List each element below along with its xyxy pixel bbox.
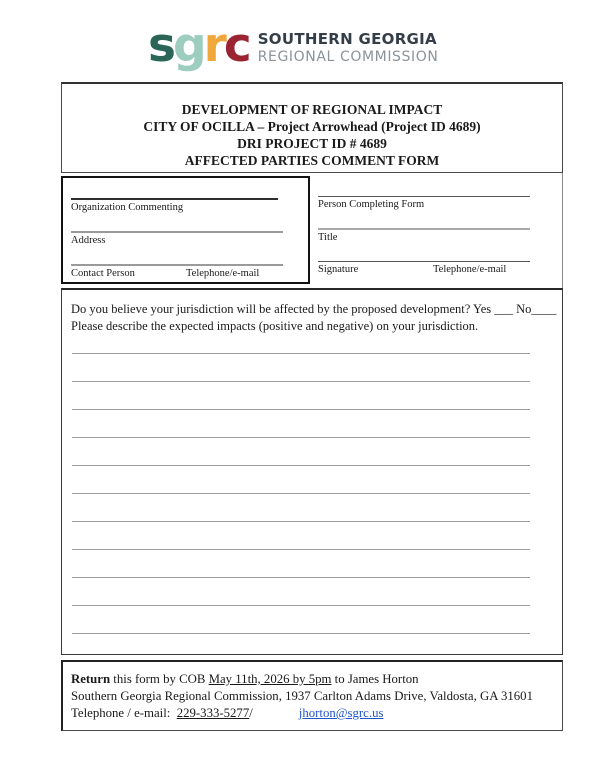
title-label: Title <box>318 232 338 243</box>
comments-section <box>61 288 563 655</box>
address-label: Address <box>71 235 106 246</box>
question-line1: Do you believe your jurisdiction will be affected by the proposed development? Yes ___ No____ <box>71 302 557 316</box>
comment-write-line[interactable] <box>72 466 530 494</box>
person-completing-label: Person Completing Form <box>318 199 425 210</box>
comment-write-line[interactable] <box>72 550 530 578</box>
organization-label: Organization Commenting <box>71 202 184 213</box>
organization-field <box>71 198 300 214</box>
person-fields-column <box>310 173 562 288</box>
comment-form <box>61 82 563 731</box>
comment-write-line[interactable] <box>72 382 530 410</box>
address-field <box>71 231 300 247</box>
comment-write-line[interactable] <box>72 606 530 634</box>
comment-write-line[interactable] <box>72 578 530 606</box>
form-title-line1: DEVELOPMENT OF REGIONAL IMPACT <box>181 102 443 117</box>
return-instructions-box <box>61 660 563 731</box>
form-title-line2: CITY OF OCILLA – Project Arrowhead (Project ID 4689) <box>143 119 481 134</box>
comment-write-line[interactable] <box>72 522 530 550</box>
signature-field <box>318 261 530 276</box>
signature-label: Signature <box>318 264 359 275</box>
contact-person-label-row <box>71 266 300 280</box>
org-name-line2: REGIONAL COMMISSION <box>257 48 439 65</box>
comment-write-line[interactable] <box>72 438 530 466</box>
org-name <box>258 28 439 65</box>
wordmark-letter-c: c <box>223 18 249 73</box>
contact-person-label: Contact Person <box>71 268 135 279</box>
return-bold: Return <box>71 672 111 686</box>
return-mid: this form by COB <box>110 672 209 686</box>
title-field <box>318 228 530 244</box>
comment-write-line[interactable] <box>72 354 530 382</box>
contact-phone-label: Telephone/e-mail <box>186 268 260 279</box>
form-title-line4: AFFECTED PARTIES COMMENT FORM <box>184 153 440 168</box>
telephone-email-label: Telephone / e-mail: <box>71 706 177 720</box>
person-completing-field <box>318 196 530 211</box>
question-line2: Please describe the expected impacts (positive and negative) on your jurisdiction. <box>71 319 479 333</box>
return-line2: Southern Georgia Regional Commission, 1937 Carlton Adams Drive, Valdosta, GA 31601 <box>71 689 533 703</box>
return-end: to James Horton <box>331 672 419 686</box>
phone-slash: / <box>249 706 253 720</box>
signature-label-row <box>318 262 530 276</box>
contact-person-field <box>71 264 300 280</box>
comment-lines <box>71 326 554 634</box>
organization-fields-box <box>61 176 310 284</box>
form-title-box <box>61 82 563 173</box>
sgrc-logo <box>148 18 439 73</box>
sgrc-wordmark-icon <box>148 18 249 73</box>
return-line1 <box>71 671 554 688</box>
phone-number: 229-333-5277 <box>176 706 250 720</box>
org-name-line1: SOUTHERN GEORGIA <box>257 29 437 48</box>
return-deadline: May 11th, 2026 by 5pm <box>208 672 332 686</box>
wordmark-letter-r: r <box>203 18 224 73</box>
wordmark-letter-g: g <box>172 18 204 73</box>
signature-phone-label: Telephone/e-mail <box>433 264 507 275</box>
wordmark-letter-s: s <box>148 18 173 73</box>
email-link[interactable]: jhorton@sgrc.us <box>298 706 384 720</box>
identification-section <box>61 173 563 288</box>
comment-write-line[interactable] <box>72 410 530 438</box>
return-line3 <box>71 705 554 722</box>
comment-write-line[interactable] <box>72 494 530 522</box>
form-title-line3: DRI PROJECT ID # 4689 <box>237 136 387 151</box>
